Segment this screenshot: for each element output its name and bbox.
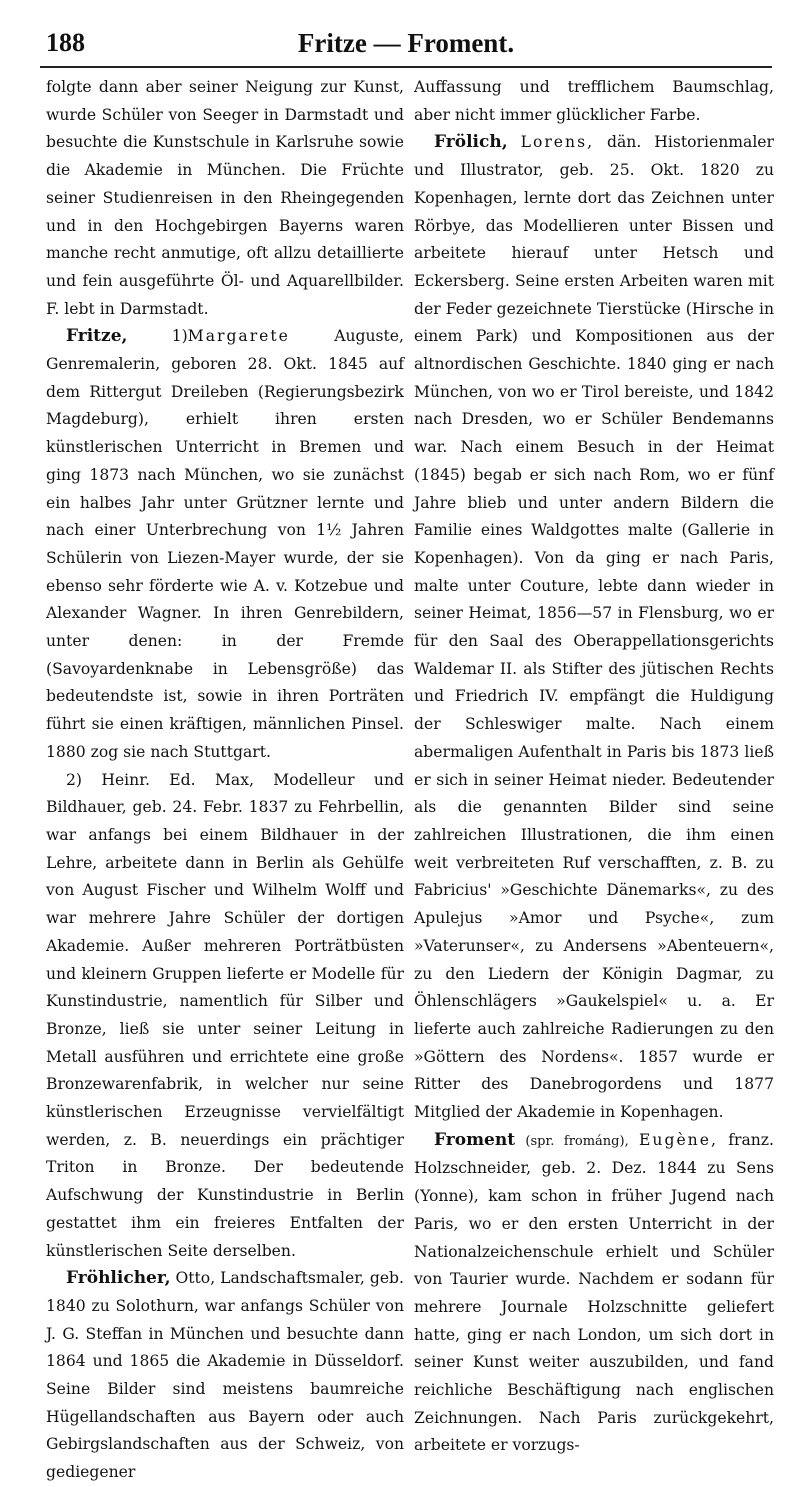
entry-body: dän. Historienmaler und Illustrator, geb. 25. Okt. 1820 zu Kopenhagen, lernte dort das Zeichnen unter Rörbye, das Modellieren unter Bissen und arbeitete hierauf unter Hetsch und Eckersberg. Seine ersten Arbeiten waren mit der Feder gezeichnete Tierstücke (Hirsche in einem Park) und Kompositionen aus der altnordischen Geschichte. 1840 ging er nach München, von wo er Tirol bereiste, und 1842 nach Dresden, wo er Schüler Bendemanns war. Nach einem Besuch in der Heimat (1845) begab er sich nach Rom, wo er fünf Jahre blieb und unter andern Bildern die Familie eines Waldgottes malte (Gallerie in Kopenhagen). Von da ging er nach Paris, malte unter Couture, lebte dann wieder in seiner Heimat, 1856—57 in Flensburg, wo er für den Saal des Oberappellationsgerichts Waldemar II. als Stifter des jütischen Rechts und Friedrich IV. empfängt die Huldigung der Schleswiger malte. Nach einem abermaligen Aufenthalt in Paris bis 1873 ließ er sich in seiner Heimat nieder. Bedeutender als die genannten Bilder sind seine zahlreichen Illustrationen, die ihm einen weit verbreiteten Ruf verschafften, z. B. zu Fabricius' »Geschichte Dänemarks«, zu des Apulejus »Amor und Psyche«, zum »Vaterunser«, zu Andersens »Abenteuern«, zu den Liedern der Königin Dagmar, zu Öhlenschlägers »Gaukelspiel« u. a. Er lieferte auch zahlreiche Radierungen zu den »Göttern des Nordens«. 1857 wurde er Ritter des Danebrogordens und 1877 Mitglied der Akademie in Kopenhagen. [414,133,774,1122]
headword: Frölich, [434,132,508,153]
headword: Fröhlicher, [66,1268,171,1289]
entry-body: Otto, Landschaftsmaler, geb. 1840 zu Solothurn, war anfangs Schüler von J. G. Steffan in München und besuchte dann 1864 und 1865 die Akademie in Düsseldorf. Seine Bilder sind meistens baumreiche Hügellandschaften aus Bayern oder auch Gebirgslandschaften aus der Schweiz, von gediegener [46,1269,404,1482]
page-number: 188 [46,28,85,57]
entry-body: Auguste, Genremalerin, geboren 28. Okt. 1845 auf dem Rittergut Dreileben (Regierungsbezirk Magdeburg), erhielt ihren ersten künstlerischen Unterricht in Bremen und ging 1873 nach München, wo sie zunächst ein halbes Jahr unter Grützner lernte und nach einer Unterbrechung von 1½ Jahren Schülerin von Liezen-Mayer wurde, der sie ebenso sehr förderte wie A. v. Kotzebue und Alexander Wagner. In ihren Genrebildern, unter denen: in der Fremde (Savoyardenknabe in Lebensgröße) das bedeutendste ist, sowie in ihren Porträten führt sie einen kräftigen, männlichen Pinsel. 1880 zog sie nach Stuttgart. [46,327,404,761]
entry-given-name: Margarete [187,327,290,346]
page-header [40,28,772,68]
entry-froelich [414,129,774,1126]
entry-given-name: Lorens, [520,133,595,152]
entry-body: franz. Holzschneider, geb. 2. Dez. 1844 zu Sens (Yonne), kam schon in früher Jugend nach Paris, wo er den ersten Unterricht in der Nationalzeichenschule erhielt und Schüler von Taurier wurde. Nachdem er sodann für mehrere Journale Holzschnitte geliefert hatte, ging er nach London, um sich dort in seiner Kunst weiter auszubilden, und fand reichliche Beschäftigung nach englischen Zeichnungen. Nach Paris zurückgekehrt, arbeitete er vorzugs- [414,1130,774,1455]
headword: Froment [434,1129,516,1150]
entry-given-name: Eugène, [639,1130,718,1149]
left-column [46,74,404,1487]
entry-number: 1) [171,327,188,346]
entry-froehlicher [46,1265,404,1487]
right-column [414,74,774,1460]
pronunciation-note: (spr. frománg), [525,1133,629,1149]
entry-continuation: folgte dann aber seiner Neigung zur Kunst, wurde Schüler von Seeger in Darmstadt und besuchte die Kunstschule in Karlsruhe sowie die Akademie in München. Die Früchte seiner Studienreisen in den Rheingegenden und in den Hochgebirgen Bayerns waren manche recht anmutige, oft allzu detaillierte und fein ausgeführte Öl- und Aquarellbilder. F. lebt in Darmstadt. [46,78,404,318]
entry-froment [414,1127,774,1460]
header-rule [40,66,772,68]
headword: Fritze, [66,326,128,347]
entry-fritze-2: 2) Heinr. Ed. Max, Modelleur und Bildhauer, geb. 24. Febr. 1837 zu Fehrbellin, war anfangs bei einem Bildhauer in der Lehre, arbeitete dann in Berlin als Gehülfe von August Fischer und Wilhelm Wolff und war mehrere Jahre Schüler der dortigen Akademie. Außer mehreren Porträtbüsten und kleinern Gruppen lieferte er Modelle für Kunstindustrie, namentlich für Silber und Bronze, ließ sie unter seiner Leitung in Metall ausführen und errichtete eine große Bronzewarenfabrik, in welcher nur seine künstlerischen Erzeugnisse vervielfältigt werden, z. B. neuerdings ein prächtiger Triton in Bronze. Der bedeutende Aufschwung der Kunstindustrie in Berlin gestattet ihm ein freieres Entfalten der künstlerischen Seite derselben. [46,770,404,1260]
entry-fritze [46,323,404,766]
entry-continuation: Auffassung und trefflichem Baumschlag, aber nicht immer glücklicher Farbe. [414,78,774,124]
running-title: Fritze — Froment. [297,28,515,58]
